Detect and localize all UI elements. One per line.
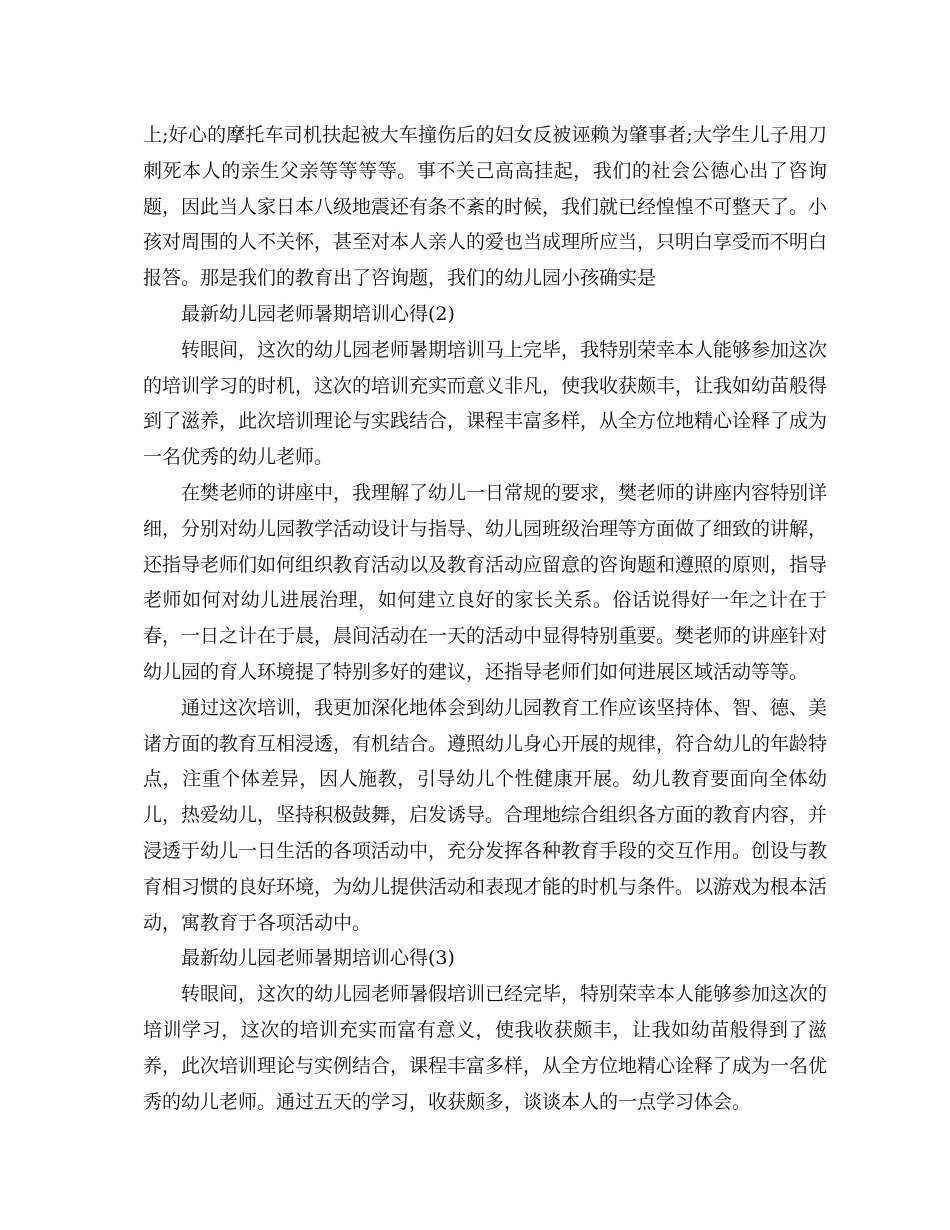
paragraph-continuation: 上;好心的摩托车司机扶起被大车撞伤后的妇女反被诬赖为肇事者;大学生儿子用刀刺死本人的亲生父亲等等等等。事不关己高高挂起，我们的社会公德心出了咨询题，因此当人家日本八级地震还有条不紊的时候，我们就已经惶惶不可整天了。小孩对周围的人不关怀，甚至对本人亲人的爱也当成理所应当，只明白享受而不明白报答。那是我们的教育出了咨询题，我们的幼儿园小孩确实是: [143, 124, 828, 290]
paragraph: 在樊老师的讲座中，我理解了幼儿一日常规的要求，樊老师的讲座内容特别详细，分别对幼儿园教学活动设计与指导、幼儿园班级治理等方面做了细致的讲解，还指导老师们如何组织教育活动以及教育活动应留意的咨询题和遵照的原则，指导老师如何对幼儿进展治理，如何建立良好的家长关系。俗话说得好一年之计在于春，一日之计在于晨，晨间活动在一天的活动中显得特别重要。樊老师的讲座针对幼儿园的育人环境提了特别多好的建议，还指导老师们如何进展区域活动等等。: [143, 481, 828, 683]
paragraph: 通过这次培训，我更加深化地体会到幼儿园教育工作应该坚持体、智、德、美诸方面的教育互相浸透，有机结合。遵照幼儿身心开展的规律，符合幼儿的年龄特点，注重个体差异，因人施教，引导幼儿个性健康开展。幼儿教育要面向全体幼儿，热爱幼儿，坚持积极鼓舞，启发诱导。合理地综合组织各方面的教育内容，并浸透于幼儿一日生活的各项活动中，充分发挥各种教育手段的交互作用。创设与教育相习惯的良好环境，为幼儿提供活动和表现才能的时机与条件。以游戏为根本活动，寓教育于各项活动中。: [143, 696, 828, 934]
paragraph: 转眼间，这次的幼儿园老师暑期培训马上完毕，我特别荣幸本人能够参加这次的培训学习的时机，这次的培训充实而意义非凡，使我收获颇丰，让我如幼苗般得到了滋养，此次培训理论与实践结合，课程丰富多样，从全方位地精心诠释了成为一名优秀的幼儿老师。: [143, 338, 828, 469]
section-heading-3: 最新幼儿园老师暑期培训心得(3): [181, 947, 455, 970]
paragraph: 转眼间，这次的幼儿园老师暑假培训已经完毕，特别荣幸本人能够参加这次的培训学习，这次的培训充实而富有意义，使我收获颇丰，让我如幼苗般得到了滋养，此次培训理论与实例结合，课程丰富多样，从全方位地精心诠释了成为一名优秀的幼儿老师。通过五天的学习，收获颇多，谈谈本人的一点学习体会。: [143, 983, 828, 1113]
document-body: [143, 118, 827, 1120]
section-heading-2: 最新幼儿园老师暑期培训心得(2): [181, 302, 455, 325]
